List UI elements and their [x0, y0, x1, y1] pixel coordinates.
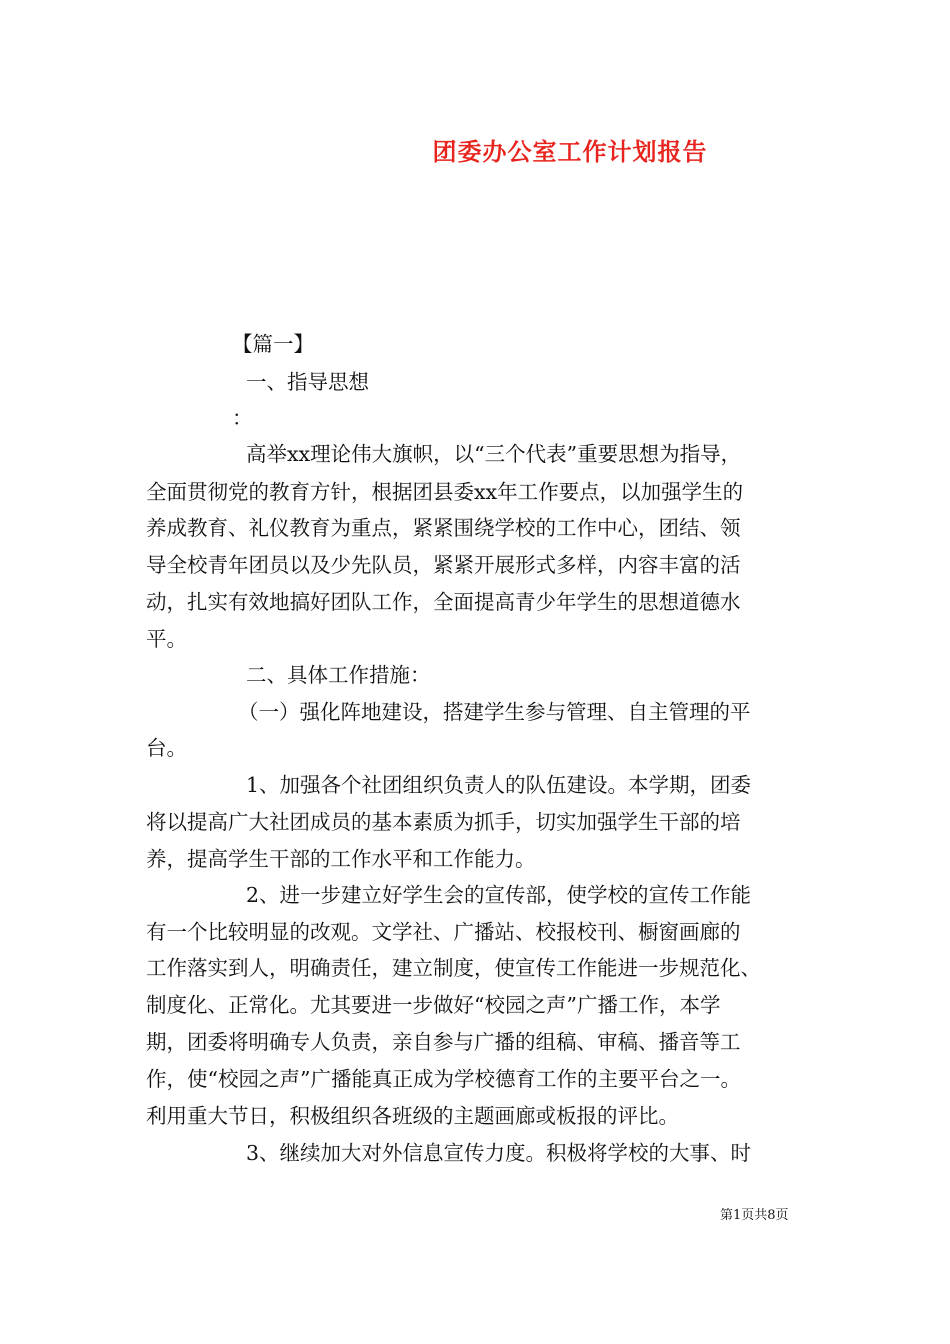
paragraph-line: 平。: [146, 627, 187, 651]
paragraph-line: 制度化、正常化。尤其要进一步做好“校园之声”广播工作，本学: [146, 993, 721, 1017]
paragraph-line: 期，团委将明确专人负责，亲自参与广播的组稿、审稿、播音等工: [146, 1030, 741, 1054]
paragraph-line: 作，使“校园之声”广播能真正成为学校德育工作的主要平台之一。: [146, 1067, 741, 1091]
paragraph-line: 1、加强各个社团组织负责人的队伍建设。本学期，团委: [246, 773, 752, 797]
paragraph-line: 高举xx理论伟大旗帜，以“三个代表”重要思想为指导，: [246, 442, 742, 466]
paragraph-line: 台。: [146, 736, 187, 760]
paragraph-line: 养，提高学生干部的工作水平和工作能力。: [146, 847, 536, 871]
paragraph-line: 3、继续加大对外信息宣传力度。积极将学校的大事、时: [246, 1141, 752, 1165]
subheading-position-building: （一）强化阵地建设，搭建学生参与管理、自主管理的平: [238, 700, 751, 724]
heading-work-measures: 二、具体工作措施：: [246, 663, 431, 687]
paragraph-line: 全面贯彻党的教育方针，根据团县委xx年工作要点，以加强学生的: [146, 480, 744, 504]
paragraph-line: 工作落实到人，明确责任，建立制度，使宣传工作能进一步规范化、: [146, 956, 761, 980]
paragraph-line: 动，扎实有效地搞好团队工作，全面提高青少年学生的思想道德水: [146, 590, 741, 614]
page-number-footer: 第1页共8页: [720, 1208, 789, 1223]
document-title: 团委办公室工作计划报告: [432, 137, 708, 166]
paragraph-line: 将以提高广大社团成员的基本素质为抓手，切实加强学生干部的培: [146, 810, 741, 834]
paragraph-line: 有一个比较明显的改观。文学社、广播站、校报校刊、橱窗画廊的: [146, 920, 741, 944]
paragraph-line: 利用重大节日，积极组织各班级的主题画廊或板报的评比。: [146, 1104, 679, 1128]
paragraph-line: ：: [232, 406, 253, 430]
paragraph-line: 养成教育、礼仪教育为重点，紧紧围绕学校的工作中心，团结、领: [146, 516, 741, 540]
heading-guiding-ideology: 一、指导思想: [246, 370, 369, 394]
paragraph-line: 导全校青年团员以及少先队员，紧紧开展形式多样，内容丰富的活: [146, 553, 741, 577]
paragraph-line: 2、进一步建立好学生会的宣传部，使学校的宣传工作能: [246, 883, 752, 907]
section-heading-part-one: 【篇一】: [232, 332, 314, 356]
